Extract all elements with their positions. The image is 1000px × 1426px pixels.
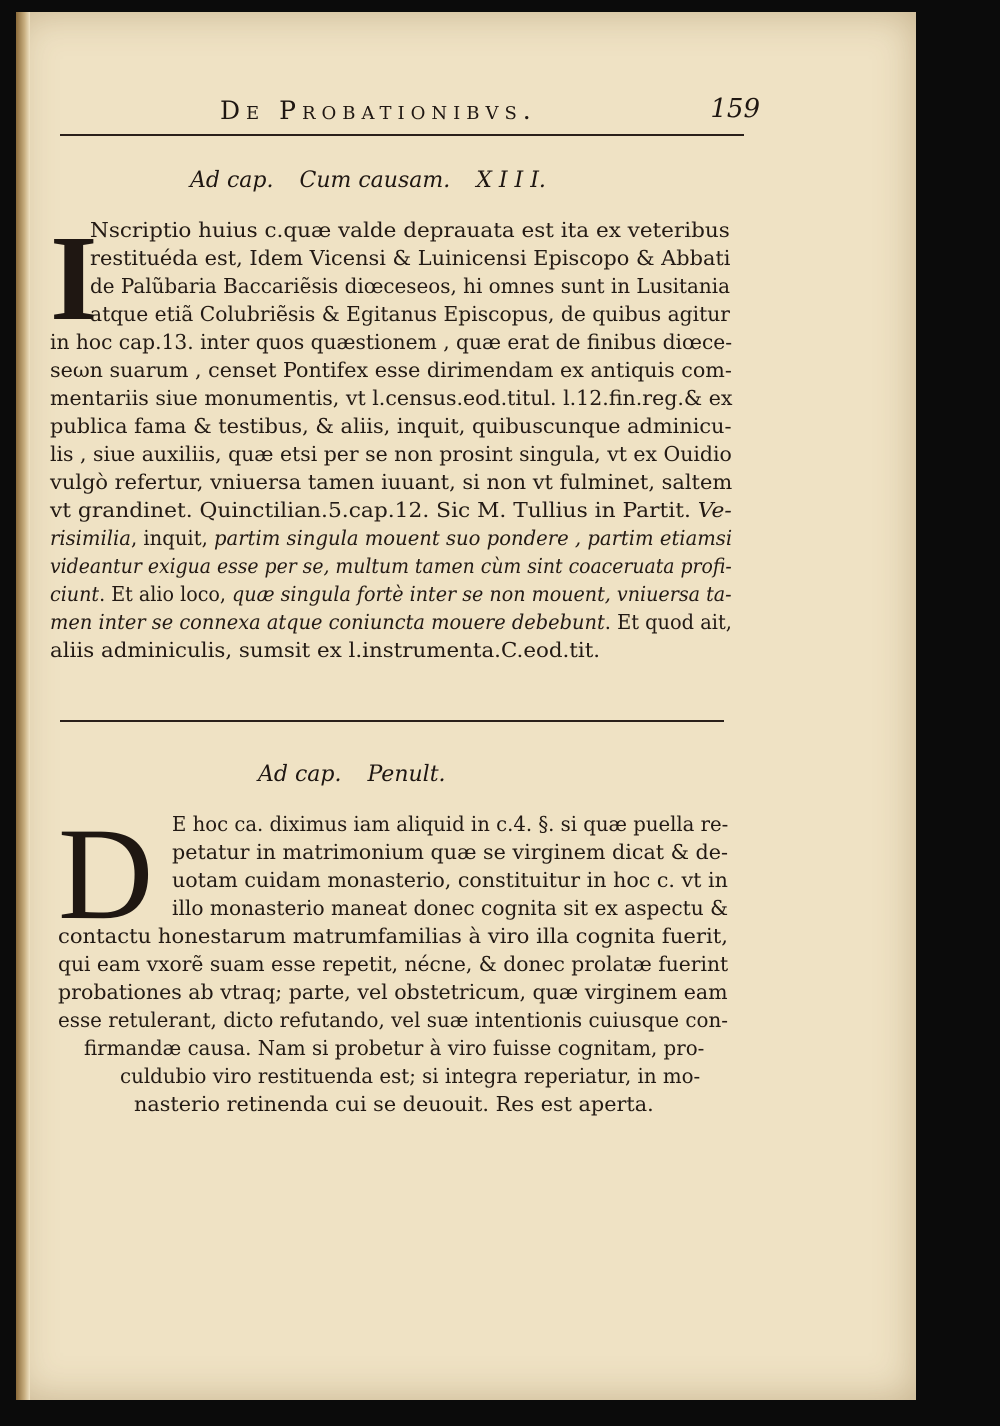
- text-line: [58, 924, 728, 948]
- drop-cap: I: [50, 211, 98, 346]
- text-segment: Ve-: [697, 498, 732, 522]
- heading-part: X I I I.: [476, 168, 546, 193]
- text-line: [90, 246, 730, 270]
- text-segment: probationes ab vtraq; parte, vel obstetricum, quæ virginem eam: [58, 980, 728, 1004]
- text-line: [172, 896, 728, 920]
- text-line: [50, 498, 732, 522]
- text-line: [90, 302, 730, 326]
- header-rule: [60, 134, 744, 136]
- text-segment: culdubio viro restituenda est; si integra reperiatur, in mo-: [120, 1064, 701, 1088]
- text-line: [50, 442, 732, 466]
- text-segment: partim singula mouent suo pondere , partim etiamsi: [214, 526, 733, 550]
- text-segment: uotam cuidam monasterio, constituitur in hoc c. vt in: [172, 868, 728, 892]
- text-segment: qui eam vxorẽ suam esse repetit, nécne, & donec prolatæ fuerint: [58, 952, 729, 976]
- section-heading-2: [258, 762, 446, 787]
- heading-part: Ad cap.: [190, 168, 274, 193]
- text-line: [50, 526, 732, 550]
- text-segment: videantur exigua esse per se, multum tamen cùm sint coaceruata profi-: [50, 554, 732, 578]
- text-segment: atque etiã Colubriẽsis & Egitanus Episcopus, de quibus agitur: [90, 302, 730, 326]
- text-line: [172, 868, 728, 892]
- text-segment: ciunt: [50, 582, 100, 606]
- text-segment: , inquit,: [130, 526, 215, 550]
- text-segment: vt grandinet. Quinctilian.5.cap.12. Sic M. Tullius in Partit.: [50, 498, 698, 522]
- text-segment: contactu honestarum matrumfamilias à viro illa cognita fuerit,: [58, 924, 728, 948]
- text-segment: quæ singula fortè inter se non mouent, vniuersa ta-: [232, 582, 732, 606]
- text-line: [58, 952, 728, 976]
- page-number: 159: [710, 94, 760, 124]
- text-segment: aliis adminiculis, sumsit ex l.instrumenta.C.eod.tit.: [50, 638, 601, 662]
- running-title: De Probationibvs.: [220, 96, 537, 125]
- text-line: [120, 1064, 700, 1088]
- heading-part: Penult.: [367, 762, 446, 787]
- text-line: [172, 812, 728, 836]
- text-segment: risimilia: [50, 526, 131, 550]
- page-header: [62, 90, 906, 130]
- text-line: [134, 1092, 654, 1116]
- text-segment: in hoc cap.13. inter quos quæstionem , quæ erat de finibus diœce-: [50, 330, 733, 354]
- text-segment: men inter se connexa atque coniuncta mouere debebunt: [50, 610, 605, 634]
- section-heading-1: [190, 168, 546, 193]
- text-segment: illo monasterio maneat donec cognita sit ex aspectu &: [172, 896, 729, 920]
- heading-part: Ad cap.: [258, 762, 342, 787]
- text-line: [172, 840, 728, 864]
- text-segment: mentariis siue monumentis, vt l.census.eod.titul. l.12.fin.reg.& ex: [50, 386, 733, 410]
- text-line: [50, 386, 732, 410]
- text-segment: publica fama & testibus, & aliis, inquit, quibuscunque adminicu-: [50, 414, 732, 438]
- text-line: [50, 582, 732, 606]
- text-line: [90, 274, 730, 298]
- text-line: [58, 1008, 728, 1032]
- text-line: [50, 330, 732, 354]
- text-segment: E hoc ca. diximus iam aliquid in c.4. §. si quæ puella re-: [172, 812, 729, 836]
- text-segment: . Et quod ait,: [604, 610, 732, 634]
- text-line: [50, 470, 732, 494]
- text-segment: . Et alio loco,: [99, 582, 233, 606]
- text-line: [50, 554, 732, 578]
- text-line: [50, 414, 732, 438]
- text-line: [90, 218, 730, 242]
- text-line: [50, 610, 732, 634]
- text-line: [50, 358, 732, 382]
- text-segment: de Palũbaria Baccariẽsis diœceseos, hi omnes sunt in Lusitania: [90, 274, 730, 298]
- book-page: [16, 12, 916, 1400]
- text-segment: restituéda est, Idem Vicensi & Luinicensi Episcopo & Abbati: [90, 246, 731, 270]
- text-segment: lis , siue auxiliis, quæ etsi per se non prosint singula, vt ex Ouidio: [50, 442, 732, 466]
- heading-part: Cum causam.: [299, 168, 451, 193]
- text-segment: nasterio retinenda cui se deuouit. Res est aperta.: [134, 1092, 654, 1116]
- text-segment: vulgò refertur, vniuersa tamen iuuant, si non vt fulminet, saltem: [50, 470, 733, 494]
- drop-cap: D: [58, 800, 154, 947]
- text-segment: esse retulerant, dicto refutando, vel suæ intentionis cuiusque con-: [58, 1008, 728, 1032]
- text-line: [58, 980, 728, 1004]
- text-segment: Nscriptio huius c.quæ valde deprauata est ita ex veteribus: [90, 218, 730, 242]
- section-divider: [60, 720, 724, 722]
- text-segment: petatur in matrimonium quæ se virginem dicat & de-: [172, 840, 728, 864]
- text-segment: seωn suarum , censet Pontifex esse dirimendam ex antiquis com-: [50, 358, 732, 382]
- text-segment: firmandæ causa. Nam si probetur à viro fuisse cognitam, pro-: [84, 1036, 705, 1060]
- text-line: [84, 1036, 704, 1060]
- text-line: [50, 638, 600, 662]
